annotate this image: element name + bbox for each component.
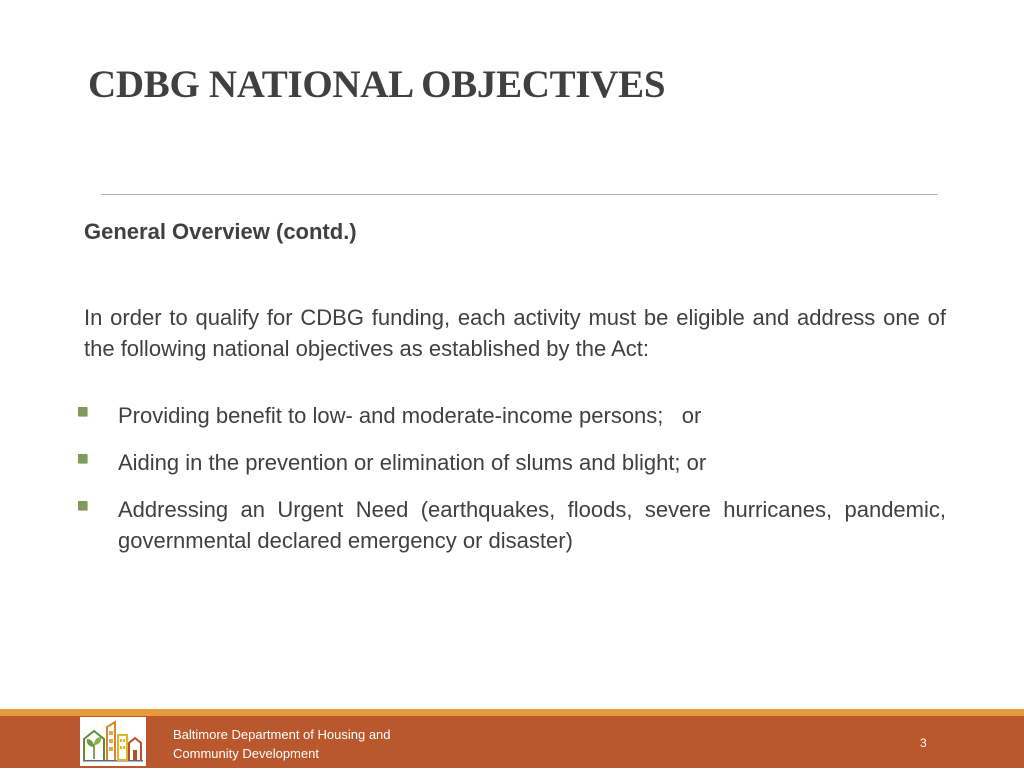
footer-org-line-2: Community Development: [173, 746, 319, 761]
list-item: [76, 447, 946, 478]
objectives-list: [76, 400, 946, 572]
slide-title: CDBG NATIONAL OBJECTIVES: [88, 63, 666, 106]
intro-paragraph: In order to qualify for CDBG funding, each activity must be eligible and address one of the following national objectives as established by the Act:: [84, 305, 946, 361]
list-item: [76, 494, 946, 556]
footer-bar: [0, 716, 1024, 768]
square-bullet-icon: [78, 454, 87, 463]
list-item: [76, 400, 946, 431]
footer-accent-stripe: [0, 709, 1024, 716]
section-subheading: General Overview (contd.): [84, 219, 357, 244]
footer-org-line-1: Baltimore Department of Housing and: [173, 727, 391, 742]
list-item-text: Aiding in the prevention or elimination of slums and blight; or: [118, 450, 707, 475]
list-item-text: Addressing an Urgent Need (earthquakes, floods, severe hurricanes, pandemic, governmental declared emergency or disaster): [118, 497, 946, 553]
houses-and-sprout-logo-icon: [80, 717, 146, 766]
footer-organization-name: [173, 725, 391, 763]
square-bullet-icon: [78, 501, 87, 510]
page-number: 3: [920, 736, 927, 750]
title-divider: [101, 194, 938, 195]
list-item-text: Providing benefit to low- and moderate-income persons; or: [118, 403, 702, 428]
square-bullet-icon: [78, 407, 87, 416]
